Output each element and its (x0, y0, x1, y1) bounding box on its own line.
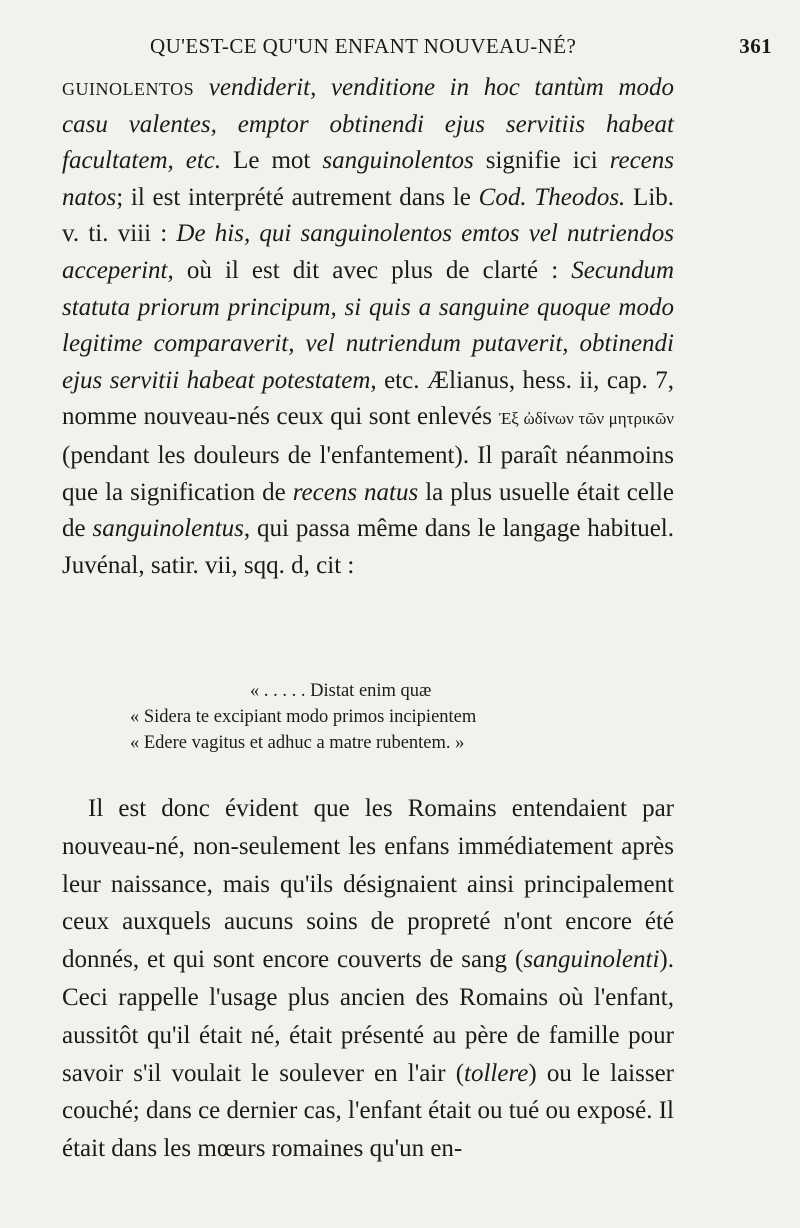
header-title: QU'EST-CE QU'UN ENFANT NOUVEAU-NÉ? (150, 34, 577, 58)
italic-span: tollere (464, 1059, 529, 1087)
paragraph-latin-citation (62, 70, 674, 584)
text-span: Il est donc évident que les Romains entendaient par nouveau-né, non-seulement les enfans immédiatement après leur naissance, mais qu'ils désignaient ainsi principalement ceux auxquels aucuns soins de propreté n'ont encore été donnés, et qui sont encore couverts de sang ( (62, 795, 674, 974)
paragraph-conclusion (62, 790, 674, 1168)
italic-span: vendiderit, venditione in hoc tantùm modo casu valentes, emptor obtinendi ejus servitiis habeat facultatem, etc. (62, 74, 674, 175)
text-span: ). Ceci rappelle l'usage plus ancien des Romains où l'enfant, aussitôt qu'il était né, était présenté au père de famille pour savoir s'il voulait le soulever en l'air ( (62, 946, 674, 1087)
italic-span: Cod. Theodos. (478, 183, 626, 211)
text-span: Lib. v. ti. viii : (62, 183, 675, 248)
text-span: Le mot (221, 147, 323, 175)
text-span: , etc. Ælianus, hess. ii, cap. 7, nomme nouveau-nés ceux qui sont enlevés (62, 366, 674, 431)
text-span (194, 74, 209, 101)
text-span: , qui passa même dans le langage habituel. Juvénal, satir. vii, sqq. d, cit : (62, 515, 674, 579)
text-span: signifie ici (473, 147, 610, 175)
quote-line: « Sidera te excipiant modo primos incipientem (130, 707, 477, 727)
italic-span: sanguinolentos (322, 147, 474, 175)
quote-line: « Edere vagitus et adhuc a matre rubentem. » (130, 733, 465, 753)
italic-span: recens natos (62, 147, 675, 211)
block-quote-juvenal (130, 678, 690, 756)
text-span: (pendant les douleurs de l'enfantement). Il paraît néanmoins que la signification de (62, 441, 674, 506)
italic-span: sanguinolentus (92, 515, 244, 543)
text-span: ) ou le laisser couché; dans ce dernier cas, l'enfant était ou tué ou exposé. Il était dans les mœurs romaines qu'un en- (62, 1059, 674, 1163)
running-header (150, 28, 772, 64)
italic-span: De his, qui sanguinolentos emtos vel nutriendos acceperint (62, 220, 674, 284)
text-span: , où il est dit avec plus de clarté : (167, 256, 572, 284)
text-span: guinolentos (62, 74, 195, 101)
quote-line: « . . . . . Distat enim quæ (250, 681, 432, 701)
text-span: ; il est interprété autrement dans le (116, 183, 479, 211)
italic-span: Secundum statuta priorum principum, si quis a sanguine quoque modo legitime comparaverit, vel nutriendum putaverit, obtinendi ejus servitii habeat potestatem (62, 256, 674, 394)
page-number: 361 (739, 34, 772, 58)
greek-span: Ἐξ ὠδίνων τῶν μητρικῶν (498, 409, 674, 429)
italic-span: sanguinolenti (523, 946, 660, 974)
text-span: la plus usuelle était celle de (62, 478, 674, 543)
italic-span: recens natus (292, 478, 419, 506)
